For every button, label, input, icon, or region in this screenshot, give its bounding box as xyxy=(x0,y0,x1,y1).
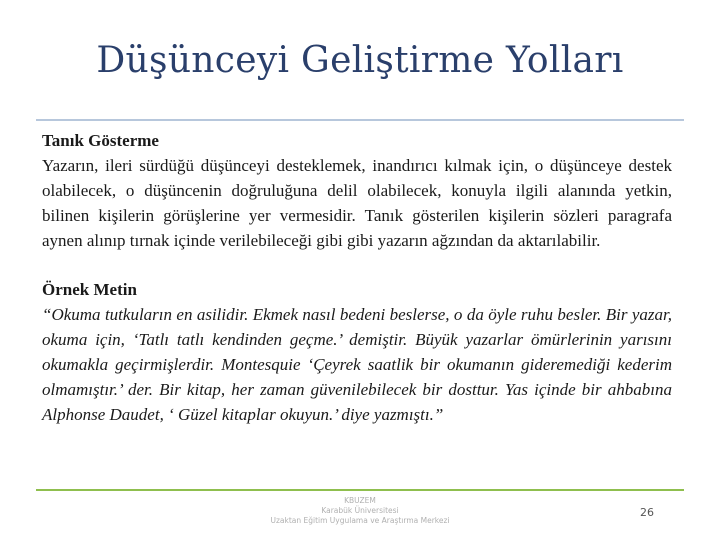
section-heading-tanik-gosterme: Tanık Gösterme xyxy=(42,131,159,150)
footer-divider xyxy=(36,489,684,491)
page-number: 26 xyxy=(640,506,654,519)
slide-title: Düşünceyi Geliştirme Yolları xyxy=(96,40,624,81)
section-spacer xyxy=(42,253,672,277)
title-divider xyxy=(36,119,684,121)
section-paragraph-tanik-gosterme: Yazarın, ileri sürdüğü düşünceyi desteklemek, inandırıcı kılmak için, o düşünceye destek olabilecek, o düşüncenin doğruluğuna delil olabilecek, konuyla ilgili alanında yetkin, bilinen kişilerin görüşlerine yer vermesidir. Tanık gösterilen kişilerin sözleri paragrafa aynen alınıp tırnak içinde verilebileceği gibi gibi yazarın ağzından da aktarılabilir. xyxy=(42,156,672,250)
footer-line-center: Uzaktan Eğitim Uygulama ve Araştırma Merkezi xyxy=(270,516,450,525)
example-quote-paragraph: “Okuma tutkuların en asilidir. Ekmek nasıl bedeni beslerse, o da öyle ruhu besler. Bir yazar, okuma için, ‘Tatlı tatlı kendinden geçme.’ demiştir. Büyük yazarlar ömürlerinin yarısını okumakla geçirmişlerdir. Montesquie ‘Çeyrek saatlik bir okumanın gideremediği kederim olmamıştır.’ der. Bir kitap, her zaman güvenilebilecek bir dosttur. Yas içinde bir ahbabına Alphonse Daudet, ‘ Güzel kitaplar okuyun.’ diye yazmıştı.” xyxy=(42,305,672,424)
footer-line-kbuzem: KBUZEM xyxy=(344,496,376,505)
section-heading-ornek-metin: Örnek Metin xyxy=(42,280,137,299)
footer-line-university: Karabük Üniversitesi xyxy=(321,506,399,515)
slide-body xyxy=(42,128,672,427)
footer-institution xyxy=(230,496,490,526)
